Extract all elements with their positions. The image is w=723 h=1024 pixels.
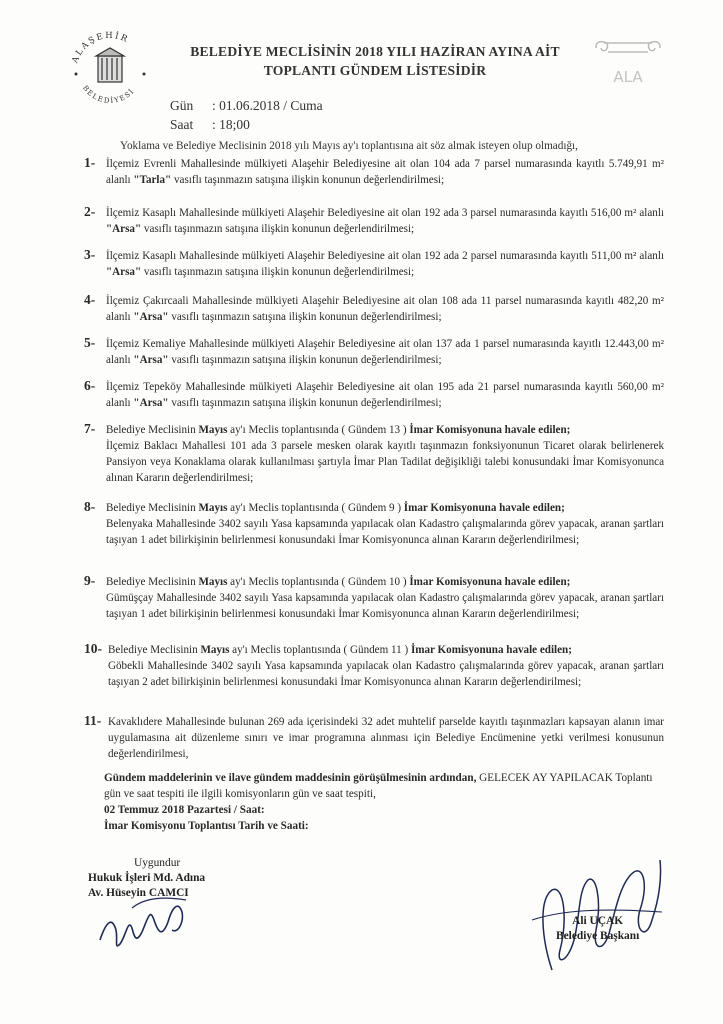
agenda-item [84,156,664,188]
item-text: İlçemiz Baklacı Mahallesi 101 ada 3 parsele mesken olarak kayıtlı taşınmazın fonksiyonunun Ticaret olarak belirlenerek Pansiyon veya Konaklama olarak kullanılması şartıyla İmar Plan Tadilat değişikliği talebi konusundaki İmar Komisyonunca alınan Kararın değerlendirilmesi; [106,440,664,484]
handwritten-signature-left [92,878,202,958]
meeting-meta [170,96,323,134]
mayor-name: Ali UÇAK [572,915,624,927]
closing-line-2: 02 Temmuz 2018 Pazartesi / Saat: [104,804,265,816]
item-number: 3- [84,247,96,262]
item-text: Kavaklıdere Mahallesinde bulunan 269 ada içerisindeki 32 adet muhtelif parselde kayıtlı taşınmazları kapsayan alanın imar uygulamasına ait düzenleme sınırı ve imar programına alınması için Belediye Encümenine yetki verilmesi konusunun değerlendirilmesi, [108,716,664,760]
signer-name: Av. Hüseyin CAMCI [88,887,189,899]
agenda-item [84,293,664,325]
agenda-item [84,336,664,368]
item-number: 9- [84,573,96,588]
item-text: İlçemiz Tepeköy Mahallesinde mülkiyeti Alaşehir Belediyesine ait olan 195 ada 21 parsel numarasında kayıtlı 560,00 m² alanlı [106,381,664,409]
item-number: 8- [84,499,96,514]
item-text: Gümüşçay Mahallesinde 3402 sayılı Yasa kapsamında yapılacak olan Kadastro çalışmalarında görev yapacak, aranan şartları taşıyan 1 adet bilirkişinin belirlenmesi konusundaki İmar Komisyonunca alınan Kararın değerlendirilmesi; [106,592,664,620]
intro-text: Yoklama ve Belediye Meclisinin 2018 yılı Mayıs ay'ı toplantısına ait söz almak isteyen olup olmadığı, [120,140,578,152]
signer-title: Hukuk İşleri Md. Adına [88,872,206,884]
agenda-item [84,248,664,280]
agenda-item [84,500,664,548]
svg-text:BELEDİYESİ [81,84,136,105]
logo-arc-top: ALAŞEHİR [70,31,131,65]
item-bold: "Tarla" [133,174,172,186]
time-value: : 18;00 [212,117,250,132]
item-text: İlçemiz Kasaplı Mahallesinde mülkiyeti Alaşehir Belediyesine ait olan 192 ada 3 parsel numarasında kayıtlı 516,00 m² alanlı [106,207,664,219]
item-number: 4- [84,292,96,307]
item-text-end: vasıflı taşınmazın satışına ilişkin konunun değerlendirilmesi; [171,174,445,186]
agenda-item [84,379,664,411]
item-number: 6- [84,378,96,393]
logo-arc-bottom: BELEDİYESİ [80,84,137,106]
item-heading: Belediye Meclisinin Mayıs ay'ı Meclis toplantısında ( Gündem 11 ) İmar Komisyonuna havale edilen; [108,644,572,656]
date-label: Gün [170,98,194,113]
item-heading: Belediye Meclisinin Mayıs ay'ı Meclis toplantısında ( Gündem 13 ) İmar Komisyonuna havale edilen; [106,424,571,436]
item-text-end: vasıflı taşınmazın satışına ilişkin konunun değerlendirilmesi; [168,354,442,366]
mayor-title: Belediye Başkanı [556,930,640,942]
item-text: İlçemiz Çakırcaali Mahallesinde mülkiyeti Alaşehir Belediyesine ait olan 108 ada 11 parsel numarasında kayıtlı 482,20 m² alanlı [106,295,664,323]
agenda-item [84,574,664,622]
municipality-logo [62,20,158,116]
item-number: 1- [84,155,96,170]
item-text: Belenyaka Mahallesinde 3402 sayılı Yasa kapsamında yapılacak olan Kadastro çalışmalarında görev yapacak, aranan şartları taşıyan 1 adet bilirkişinin belirlenmesi konusundaki İmar Komisyonunca alınan Kararın değerlendirilmesi; [106,518,664,546]
item-bold: "Arsa" [106,223,142,235]
closing-line-3: İmar Komisyonu Toplantısı Tarih ve Saati: [104,820,309,832]
document-title [165,42,585,80]
item-number: 10- [84,641,102,656]
title-line-1: BELEDİYE MECLİSİNİN 2018 YILI HAZİRAN AYINA AİT [190,44,560,59]
closing-section [104,770,664,834]
item-number: 11- [84,713,102,728]
approval-text: Uygundur [134,857,181,869]
date-value: : 01.06.2018 / Cuma [212,98,323,113]
item-text-end: vasıflı taşınmazın satışına ilişkin konunun değerlendirilmesi; [141,266,415,278]
item-text-end: vasıflı taşınmazın satışına ilişkin konunun değerlendirilmesi; [168,397,442,409]
item-bold: "Arsa" [133,354,169,366]
item-text: İlçemiz Kemaliye Mahallesinde mülkiyeti Alaşehir Belediyesine ait olan 137 ada 1 parsel numarasında kayıtlı 12.443,00 m² alanlı [106,338,664,366]
title-line-2: TOPLANTI GÜNDEM LİSTESİDİR [263,63,487,78]
item-number: 5- [84,335,96,350]
item-bold: "Arsa" [106,266,142,278]
item-heading: Belediye Meclisinin Mayıs ay'ı Meclis toplantısında ( Gündem 9 ) İmar Komisyonuna havale edilen; [106,502,565,514]
item-heading: Belediye Meclisinin Mayıs ay'ı Meclis toplantısında ( Gündem 10 ) İmar Komisyonuna havale edilen; [106,576,571,588]
seal-columns-icon [96,48,124,82]
corner-mark-text: ALA [613,68,643,86]
item-text-end: vasıflı taşınmazın satışına ilişkin konunun değerlendirilmesi; [141,223,415,235]
ionic-capital-icon [590,38,666,98]
item-number: 2- [84,204,96,219]
item-bold: "Arsa" [133,397,169,409]
agenda-item [84,714,664,762]
item-text: İlçemiz Evrenli Mahallesinde mülkiyeti Alaşehir Belediyesine ait olan 104 ada 7 parsel numarasında kayıtlı 5.749,91 m² alanlı [106,158,664,186]
item-text-end: vasıflı taşınmazın satışına ilişkin konunun değerlendirilmesi; [168,311,442,323]
agenda-item [84,642,664,690]
item-number: 7- [84,421,96,436]
closing-line-1: Gündem maddelerinin ve ilave gündem maddesinin görüşülmesinin ardından, GELECEK AY YAPILACAK Toplantı gün ve saat tespiti ile ilgili komisyonların gün ve saat tespiti, [104,772,653,800]
item-text: Göbekli Mahallesinde 3402 sayılı Yasa kapsamında yapılacak olan Kadastro çalışmalarında görev yapacak, aranan şartları taşıyan 2 adet bilirkişinin belirlenmesi konusundaki İmar Komisyonunca alınan Kararın değerlendirilmesi; [108,660,664,688]
item-text: İlçemiz Kasaplı Mahallesinde mülkiyeti Alaşehir Belediyesine ait olan 192 ada 2 parsel numarasında kayıtlı 511,00 m² alanlı [106,250,664,262]
item-bold: "Arsa" [133,311,169,323]
time-label: Saat [170,117,194,132]
agenda-item [84,422,664,486]
agenda-item [84,205,664,237]
mayor-signature-block [556,914,639,944]
